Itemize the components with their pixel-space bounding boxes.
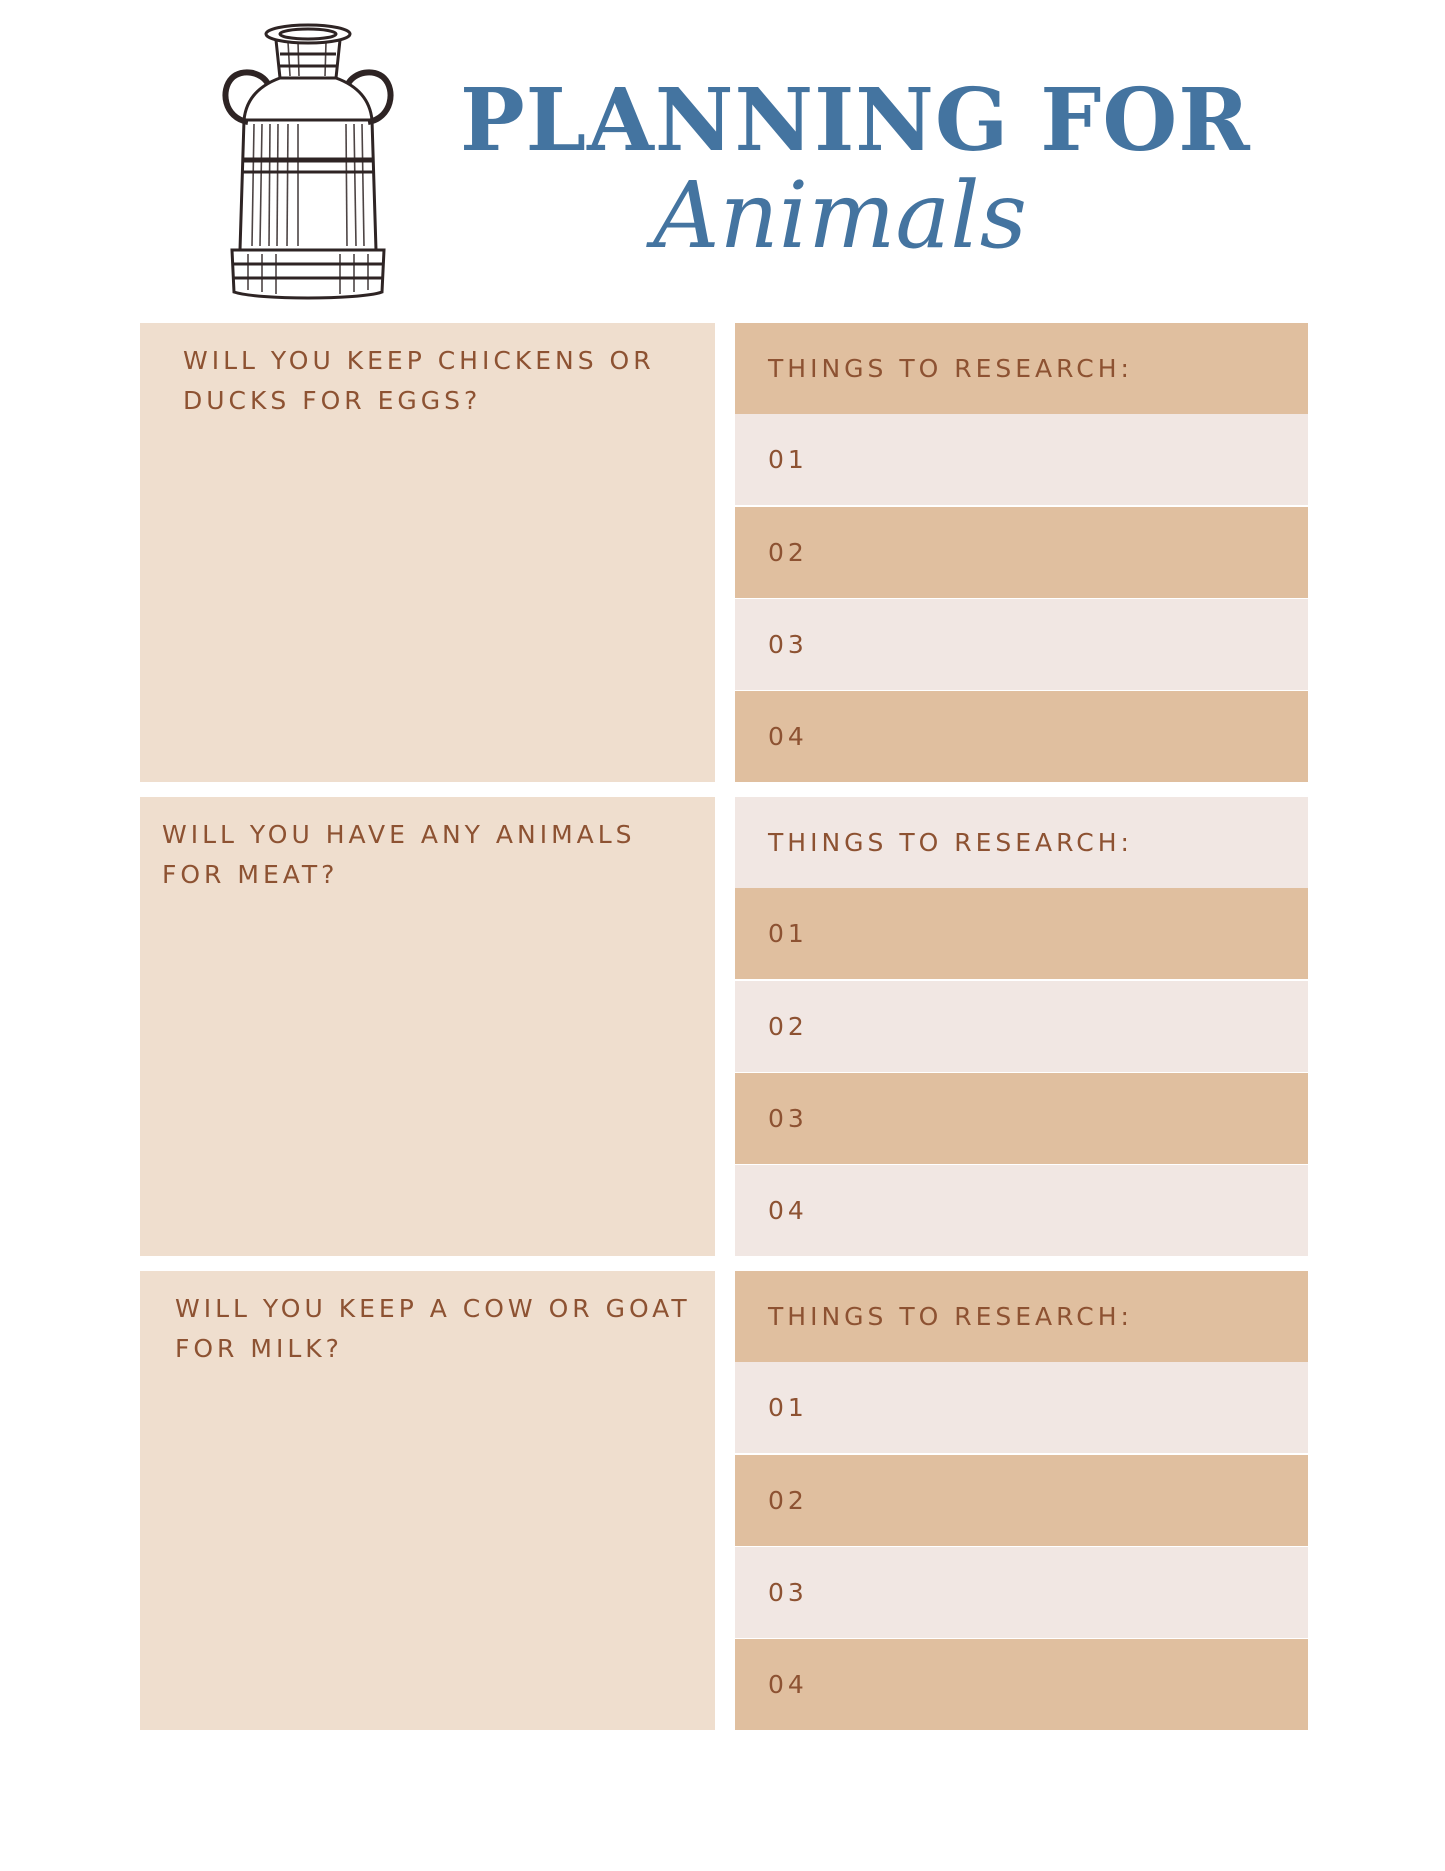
research-item[interactable]: 02: [735, 1455, 1308, 1546]
page-subtitle: Animals: [653, 162, 1027, 269]
page-title: PLANNING FOR: [460, 70, 1251, 171]
research-item[interactable]: 01: [735, 414, 1308, 505]
research-item[interactable]: 03: [735, 1073, 1308, 1164]
question-text: WILL YOU KEEP A COW OR GOAT FOR MILK?: [175, 1294, 691, 1363]
research-item[interactable]: 02: [735, 981, 1308, 1072]
research-item[interactable]: 01: [735, 888, 1308, 979]
milk-can-icon: [218, 20, 398, 310]
research-header: THINGS TO RESEARCH:: [735, 1271, 1308, 1362]
research-item[interactable]: 04: [735, 691, 1308, 782]
research-list: [735, 1271, 1308, 1730]
question-box[interactable]: [140, 323, 715, 782]
research-item[interactable]: 01: [735, 1362, 1308, 1453]
research-header: THINGS TO RESEARCH:: [735, 323, 1308, 414]
research-header: THINGS TO RESEARCH:: [735, 797, 1308, 888]
question-text: WILL YOU KEEP CHICKENS OR DUCKS FOR EGGS?: [183, 346, 655, 415]
question-box[interactable]: [140, 797, 715, 1256]
research-list: [735, 797, 1308, 1256]
planning-section-eggs: [140, 323, 1308, 782]
research-item[interactable]: 02: [735, 507, 1308, 598]
planning-section-meat: [140, 797, 1308, 1256]
research-item[interactable]: 04: [735, 1165, 1308, 1256]
question-box[interactable]: [140, 1271, 715, 1730]
research-item[interactable]: 03: [735, 599, 1308, 690]
research-item[interactable]: 03: [735, 1547, 1308, 1638]
question-text: WILL YOU HAVE ANY ANIMALS FOR MEAT?: [162, 820, 636, 889]
research-item[interactable]: 04: [735, 1639, 1308, 1730]
page-header: [0, 0, 1445, 320]
research-list: [735, 323, 1308, 782]
planning-section-milk: [140, 1271, 1308, 1730]
